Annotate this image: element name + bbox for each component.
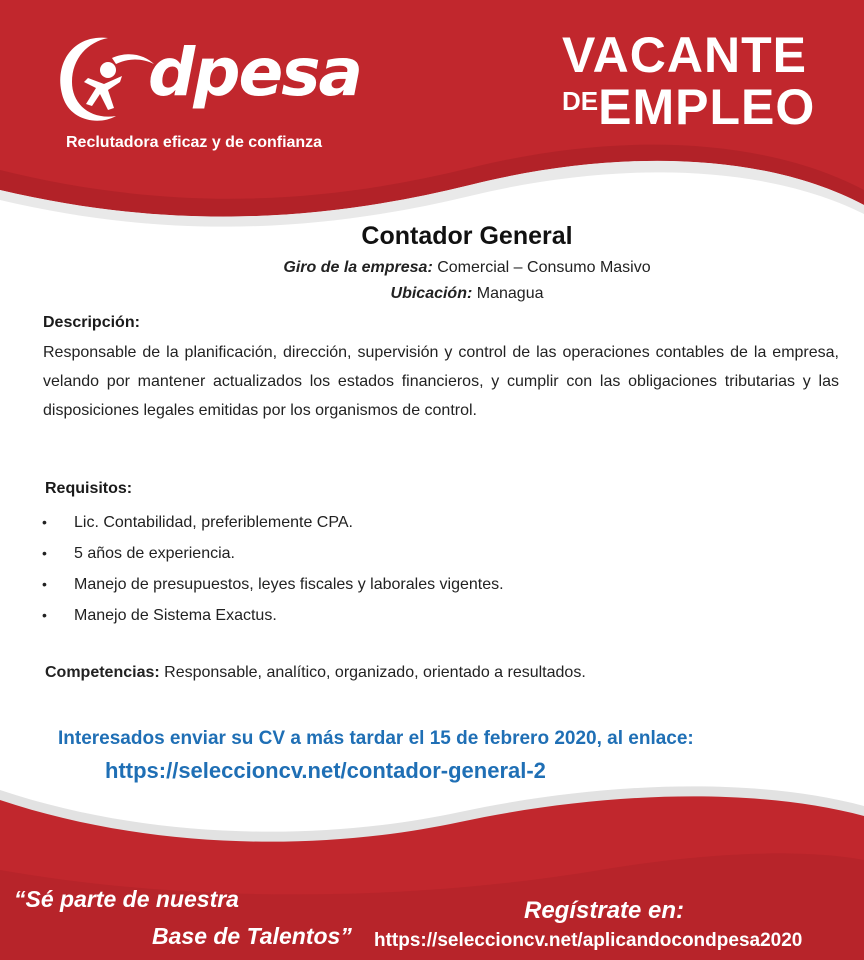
requirement-item: [42, 541, 504, 572]
job-location: [0, 285, 864, 303]
slogan-line1: “Sé parte de nuestra: [14, 886, 239, 912]
vacancy-banner: [562, 27, 832, 135]
bullet-icon: •: [42, 607, 47, 623]
application-instructions: Interesados enviar su CV a más tardar el 15 de febrero 2020, al enlace:: [58, 728, 694, 749]
running-person-logo-icon: [50, 28, 160, 128]
bullet-icon: •: [42, 576, 47, 592]
banner-de: DE: [562, 86, 599, 116]
logo-wordmark: dpesa: [148, 34, 362, 111]
competencies-value: Responsable, analítico, organizado, orientado a resultados.: [164, 664, 586, 681]
competencies: [45, 664, 586, 682]
slogan-line2: Base de Talentos”: [152, 923, 352, 949]
job-title: Contador General: [361, 222, 573, 250]
location-label: Ubicación:: [390, 285, 473, 302]
requirements-label: Requisitos:: [45, 480, 133, 497]
banner-line1: VACANTE: [562, 27, 807, 83]
requirements-list: [42, 510, 504, 634]
description-text: Responsable de la planificación, dirección, supervisión y control de las operaciones contables de la empresa, velando por mantener actualizados los estados financieros, y cumplir con las obligaciones tributarias y las disposiciones legales emitidas por los organismos de control.: [43, 344, 839, 419]
company-logo: [50, 28, 362, 158]
bullet-icon: •: [42, 545, 47, 561]
requirement-item: [42, 572, 504, 603]
location-value: Managua: [476, 285, 544, 302]
description-label: Descripción:: [43, 314, 140, 331]
requirement-text: Manejo de Sistema Exactus.: [74, 607, 277, 624]
application-link[interactable]: https://seleccioncv.net/contador-general-2: [105, 758, 546, 783]
logo-tagline: Reclutadora eficaz y de confianza: [66, 134, 323, 151]
company-sector: [0, 259, 864, 277]
register-label: Regístrate en:: [524, 897, 685, 924]
requirement-text: Manejo de presupuestos, leyes fiscales y laborales vigentes.: [74, 576, 504, 593]
bullet-icon: •: [42, 514, 47, 530]
banner-line2: EMPLEO: [598, 79, 816, 135]
sector-value: Comercial – Consumo Masivo: [437, 259, 651, 276]
sector-label: Giro de la empresa:: [283, 259, 433, 276]
requirement-item: [42, 510, 504, 541]
requirement-item: [42, 603, 504, 634]
banner-line2-wrapper: [562, 79, 832, 135]
requirement-text: 5 años de experiencia.: [74, 545, 235, 562]
register-link[interactable]: https://seleccioncv.net/aplicandocondpesa2020: [374, 930, 803, 951]
requirement-text: Lic. Contabilidad, preferiblemente CPA.: [74, 514, 353, 531]
competencies-label: Competencias:: [45, 664, 160, 681]
